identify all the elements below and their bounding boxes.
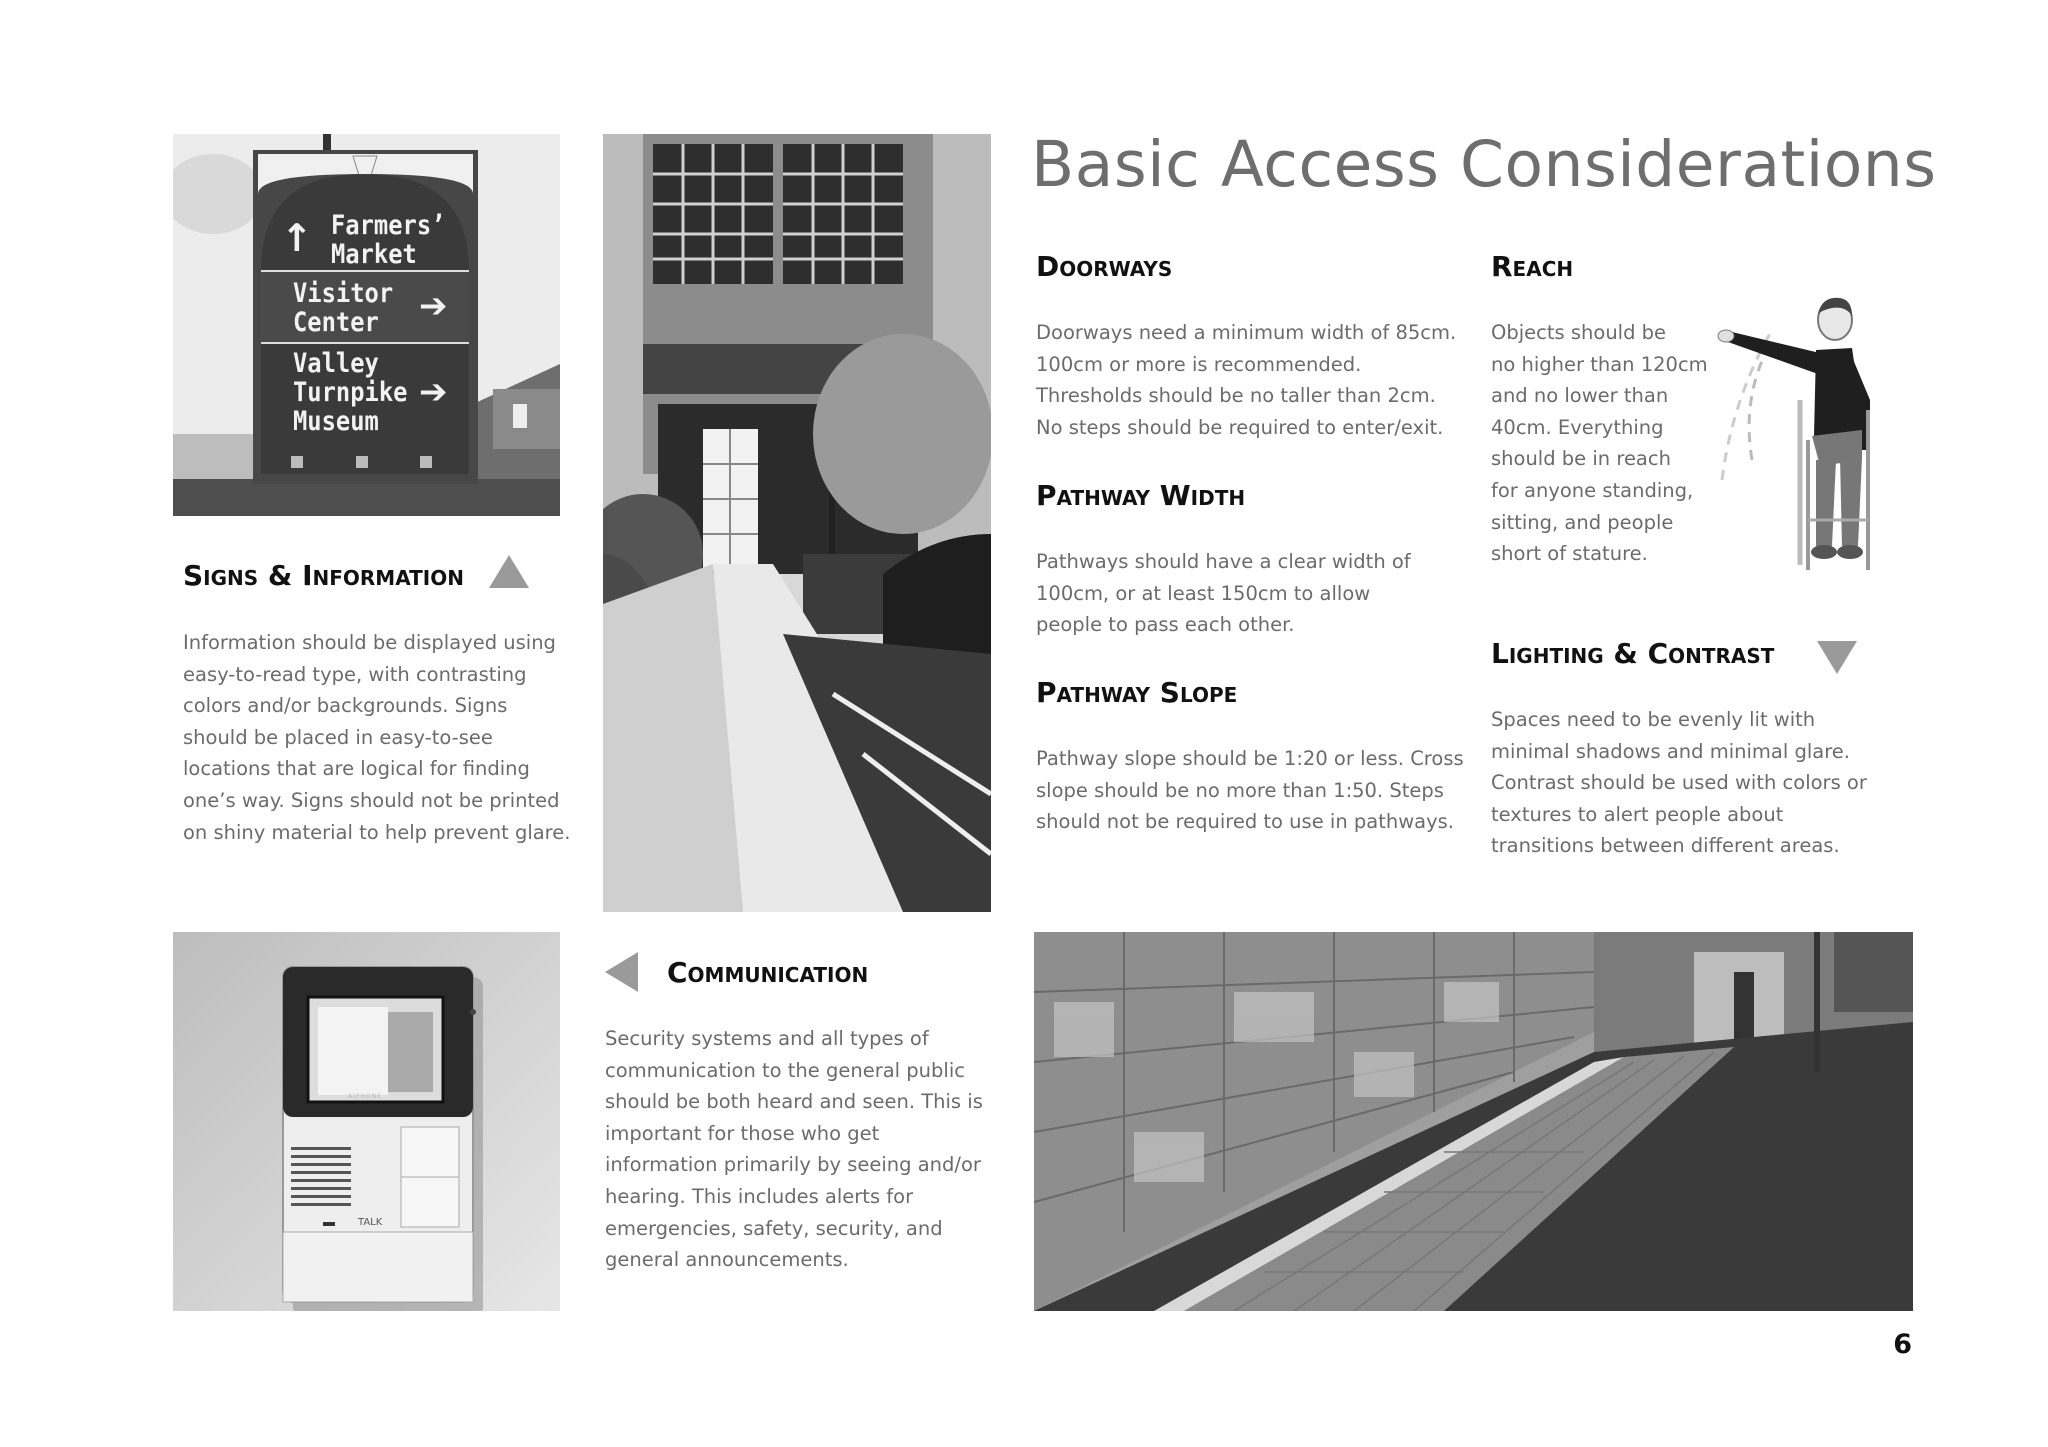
signs-line: one’s way. Signs should not be printed [183, 788, 560, 812]
reach-heading: Reach [1491, 250, 1574, 283]
intercom-photo [173, 932, 560, 1311]
signs-heading: Signs & Information [183, 559, 464, 592]
lighting-line: minimal shadows and minimal glare. [1491, 739, 1850, 763]
sign-text-line4: Center [293, 307, 379, 338]
communication-line: general announcements. [605, 1248, 849, 1272]
pathway-slope-line: should not be required to use in pathways. [1036, 810, 1455, 834]
doorways-line: Thresholds should be no taller than 2cm. [1036, 384, 1436, 408]
signs-line: Information should be displayed using [183, 631, 556, 654]
intercom-brand-label: AIPHONE [348, 1093, 383, 1100]
signs-line: locations that are logical for finding [183, 757, 530, 781]
lighting-line: Contrast should be used with colors or [1491, 771, 1867, 795]
lighting-line: textures to alert people about [1491, 802, 1784, 826]
doorways-line: No steps should be required to enter/exit. [1036, 415, 1444, 439]
lighting-line: transitions between different areas. [1491, 834, 1840, 858]
triangle-down-icon [1817, 641, 1857, 674]
building-doorway-photo [603, 134, 991, 912]
pathway-slope-text [1036, 743, 1464, 838]
communication-line: hearing. This includes alerts for [605, 1184, 914, 1208]
lighting-heading: Lighting & Contrast [1491, 637, 1775, 670]
reach-line: and no lower than [1491, 384, 1669, 408]
reach-line: for anyone standing, [1491, 478, 1694, 502]
intercom-talk-label: TALK [358, 1217, 383, 1228]
signs-text [183, 627, 570, 848]
page-title: Basic Access Considerations [1031, 128, 1937, 201]
pathway-slope-line: Pathway slope should be 1:20 or less. Cross [1036, 747, 1464, 770]
sign-text-line1: Farmers’ [331, 210, 446, 241]
reach-line: 40cm. Everything [1491, 415, 1664, 439]
pathway-slope-heading: Pathway Slope [1036, 676, 1238, 709]
communication-line: communication to the general public [605, 1058, 965, 1082]
sign-photo [173, 134, 560, 516]
reach-line: short of stature. [1491, 542, 1648, 566]
sign-text-line7: Museum [293, 406, 379, 437]
signs-line: colors and/or backgrounds. Signs [183, 694, 508, 718]
communication-text [605, 1023, 983, 1276]
sign-arrow-right-icon: ➔ [419, 372, 448, 412]
communication-line: important for those who get [605, 1121, 880, 1145]
reach-line: no higher than 120cm [1491, 352, 1708, 376]
pathway-width-line: Pathways should have a clear width of [1036, 550, 1411, 573]
pathway-width-text [1036, 546, 1411, 641]
pathway-width-heading: Pathway Width [1036, 479, 1246, 512]
sign-text-line6: Turnpike [293, 377, 408, 408]
signs-line: should be placed in easy-to-see [183, 725, 493, 749]
doorways-line: 100cm or more is recommended. [1036, 352, 1362, 376]
reach-line: sitting, and people [1491, 510, 1674, 534]
stone-wall-pathway-photo [1034, 932, 1913, 1311]
pathway-width-line: people to pass each other. [1036, 613, 1295, 637]
communication-line: information primarily by seeing and/or [605, 1153, 981, 1177]
triangle-left-icon [605, 952, 638, 992]
pathway-slope-line: slope should be no more than 1:50. Steps [1036, 778, 1444, 802]
communication-line: should be both heard and seen. This is [605, 1090, 983, 1114]
sign-arrow-right-icon: ➔ [419, 286, 448, 326]
sign-text-line3: Visitor [293, 278, 394, 309]
lighting-line: Spaces need to be evenly lit with [1491, 708, 1816, 731]
doorways-line: Doorways need a minimum width of 85cm. [1036, 321, 1457, 344]
communication-line: emergencies, safety, security, and [605, 1216, 943, 1240]
sign-arrow-up-icon: ↑ [281, 216, 313, 260]
communication-heading: Communication [667, 956, 869, 989]
doorways-heading: Doorways [1036, 250, 1173, 283]
pathway-width-line: 100cm, or at least 150cm to allow [1036, 581, 1371, 605]
page-number: 6 [1893, 1329, 1912, 1360]
reach-line: Objects should be [1491, 321, 1667, 344]
sign-text-line2: Market [331, 239, 417, 270]
triangle-up-icon [489, 555, 529, 588]
reach-text [1491, 317, 1708, 570]
reach-line: should be in reach [1491, 447, 1671, 471]
signs-line: easy-to-read type, with contrasting [183, 662, 527, 686]
sign-text-line5: Valley [293, 348, 379, 379]
lighting-text [1491, 704, 1867, 862]
wheelchair-reach-illustration [1712, 290, 1912, 580]
communication-line: Security systems and all types of [605, 1027, 929, 1050]
signs-line: on shiny material to help prevent glare. [183, 820, 571, 844]
doorways-text [1036, 317, 1456, 443]
